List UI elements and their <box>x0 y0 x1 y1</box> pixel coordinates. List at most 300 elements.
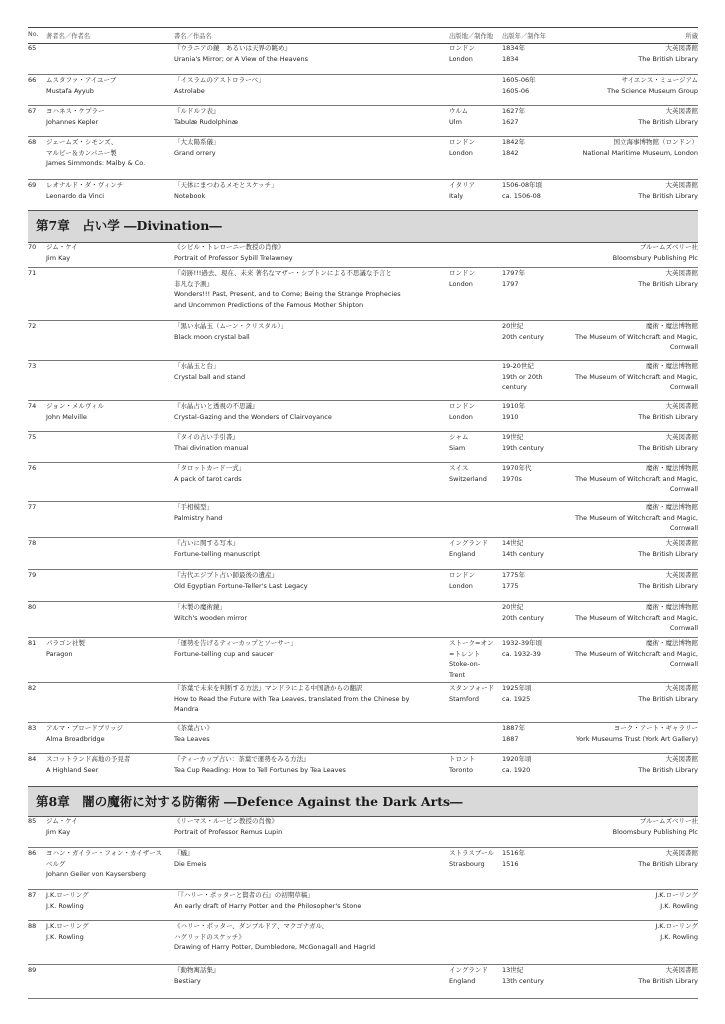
place-line: イングランド <box>449 539 488 547</box>
collection-line: 大英図書館 <box>665 433 698 441</box>
place-line: ロンドン <box>449 402 475 410</box>
cell-collection <box>523 321 698 353</box>
cell-collection <box>523 75 698 96</box>
date-line: ca. 1925 <box>502 694 531 703</box>
collection-line: 大英図書館 <box>665 181 698 189</box>
table-row <box>28 889 698 921</box>
cell-author <box>46 754 166 775</box>
collection-line: Cornwall <box>669 343 698 351</box>
date-line: 13th century <box>502 976 544 985</box>
collection-line: Cornwall <box>669 485 698 493</box>
date-line: 1970年代 <box>502 464 532 472</box>
cell-title <box>174 570 472 591</box>
title-line: 「水晶玉と台」 <box>174 362 220 370</box>
collection-line: The British Library <box>638 694 698 703</box>
table-row <box>28 74 698 106</box>
cell-collection <box>523 268 698 289</box>
cell-no: 67 <box>28 107 37 115</box>
cell-no: 79 <box>28 571 37 579</box>
cell-collection <box>523 921 698 942</box>
collection-line: 大英図書館 <box>665 539 698 547</box>
table-row <box>28 400 698 432</box>
cell-title <box>174 180 472 201</box>
cell-no: 83 <box>28 724 37 732</box>
place-line: スイス <box>449 464 469 472</box>
place-line: ロンドン <box>449 44 475 52</box>
title-line: Black moon crystal ball <box>174 332 250 341</box>
title-line: 『ティーカップ占い：茶葉で運勢をみる方法』 <box>174 755 310 763</box>
title-line: Die Emeis <box>174 859 207 868</box>
title-line: Grand orrery <box>174 148 216 157</box>
cell-title <box>174 401 472 422</box>
header-date: 出版年／制作年 <box>502 33 547 40</box>
cell-no: 80 <box>28 603 37 611</box>
date-line: ca. 1932-39 <box>502 649 541 658</box>
cell-author <box>46 816 166 837</box>
place-line: イタリア <box>449 181 475 189</box>
cell-place <box>449 268 499 289</box>
cell-place <box>449 106 499 127</box>
cell-collection <box>523 401 698 422</box>
title-line: Portrait of Professor Sybill Trelawney <box>174 253 293 262</box>
collection-line: Bloomsbury Publishing Plc <box>612 827 698 836</box>
collection-line: ブルームズベリー社 <box>639 243 698 251</box>
collection-line: The Museum of Witchcraft and Magic, <box>575 513 698 522</box>
cell-title <box>174 890 472 911</box>
cell-no: 72 <box>28 322 37 330</box>
collection-line: 大英図書館 <box>665 684 698 692</box>
cell-collection <box>523 638 698 670</box>
cell-no: 73 <box>28 362 37 370</box>
author-line: ジム・ケイ <box>46 243 78 251</box>
author-line: John Melville <box>46 412 87 421</box>
title-line: Notebook <box>174 191 206 200</box>
place-line: トロント <box>449 755 475 763</box>
cell-no: 76 <box>28 464 37 472</box>
place-line: Ulm <box>449 117 462 126</box>
cell-collection <box>523 242 698 263</box>
cell-title <box>174 43 472 64</box>
collection-line: J.K.ローリング <box>655 922 698 930</box>
table-row <box>28 462 698 502</box>
author-line: Johannes Kepler <box>46 117 99 126</box>
title-line: 「『ハリー・ポッターと賢者の石』の初期草稿」 <box>174 891 314 899</box>
title-line: 《茶葉占い》 <box>174 724 213 732</box>
cell-no: 71 <box>28 269 37 277</box>
cell-no: 74 <box>28 402 37 410</box>
cell-collection <box>523 361 698 393</box>
collection-line: 大英図書館 <box>665 849 698 857</box>
collection-line: The British Library <box>638 976 698 985</box>
date-line: 1842 <box>502 148 519 157</box>
collection-line: The British Library <box>638 117 698 126</box>
date-line: 1516年 <box>502 849 526 857</box>
table-row <box>28 847 698 890</box>
title-line: 『古代エジプト占い師最後の遺産』 <box>174 571 278 579</box>
title-line: Tabulæ Rudolphinæ <box>174 117 239 126</box>
cell-author <box>46 137 166 169</box>
date-line: 20th century <box>502 613 544 622</box>
place-line: Trent <box>449 670 466 679</box>
table-row <box>28 920 698 965</box>
cell-collection <box>523 43 698 64</box>
cell-author <box>46 723 166 744</box>
chapter-title: 第7章 占い学 ―Divination― <box>36 218 222 233</box>
collection-line: The British Library <box>638 443 698 452</box>
date-line: 1506-08年頃 <box>502 181 543 189</box>
title-line: 「黒い水晶玉（ムーン・クリスタル）」 <box>174 322 288 330</box>
collection-line: J.K. Rowling <box>660 901 698 910</box>
cell-collection <box>523 848 698 869</box>
cell-collection <box>523 180 698 201</box>
date-line: 1887 <box>502 734 519 743</box>
cell-title <box>174 268 472 310</box>
title-line: 『タイの占い手引書』 <box>174 433 239 441</box>
author-line: Mustafa Ayyub <box>46 86 94 95</box>
place-line: London <box>449 279 473 288</box>
author-line: A Highland Seer <box>46 765 99 774</box>
title-line: How to Read the Future with Tea Leaves, translated from the Chinese by <box>174 694 410 703</box>
table-row <box>28 267 698 321</box>
title-line: Portrait of Professor Remus Lupin <box>174 827 283 836</box>
cell-author <box>46 180 166 201</box>
cell-title <box>174 361 472 382</box>
title-line: Palmistry hand <box>174 513 223 522</box>
title-line: 『蟻』 <box>174 849 194 857</box>
collection-line: J.K. Rowling <box>660 932 698 941</box>
date-line: 1797 <box>502 279 519 288</box>
date-line: 1775 <box>502 581 519 590</box>
author-line: Jim Kay <box>46 253 71 262</box>
date-line: 14th century <box>502 549 544 558</box>
collection-line: The British Library <box>638 279 698 288</box>
table-row <box>28 42 698 75</box>
title-line: 《ハリー・ポッター、ダンブルドア、マクゴナガル、 <box>174 922 329 930</box>
title-line: ハグリッドのスケッチ》 <box>174 932 245 941</box>
title-line: Mandra <box>174 705 199 713</box>
table-row <box>28 537 698 570</box>
author-line: Johann Geiler von Kaysersberg <box>46 870 146 878</box>
header-no: No. <box>28 31 39 38</box>
collection-line: 国立海事博物館（ロンドン） <box>613 138 698 146</box>
date-line: 19世紀 <box>502 433 524 441</box>
cell-title <box>174 723 472 744</box>
author-line: J.K. Rowling <box>46 901 84 910</box>
cell-collection <box>523 463 698 495</box>
author-line: James Simmonds: Malby & Co. <box>46 159 146 167</box>
title-line: Bestiary <box>174 976 201 985</box>
title-line: 「木製の魔術鏡」 <box>174 603 226 611</box>
date-line: 1834 <box>502 54 519 63</box>
cell-author <box>46 401 166 422</box>
table-row <box>28 601 698 638</box>
cell-place <box>449 463 499 484</box>
table-row <box>28 753 698 787</box>
cell-title <box>174 463 472 484</box>
title-line: Tea Leaves <box>174 734 210 743</box>
title-line: Fortune-telling cup and saucer <box>174 649 274 658</box>
author-line: Alma Broadbridge <box>46 734 105 743</box>
chapter-heading <box>28 786 698 817</box>
collection-line: The British Library <box>638 549 698 558</box>
table-row <box>28 105 698 137</box>
title-line: 『水晶占いと透視の不思議』 <box>174 402 259 410</box>
table-row <box>28 179 698 211</box>
cell-author <box>46 242 166 263</box>
place-line: スタンフォード <box>449 684 495 692</box>
collection-line: The British Library <box>638 412 698 421</box>
header-title: 書名／作品名 <box>174 33 212 40</box>
cell-author <box>46 106 166 127</box>
place-line: ストーク=オン <box>449 639 494 647</box>
title-line: 「運勢を告げるティーカップとソーサー」 <box>174 639 297 647</box>
author-line: パラゴン社製 <box>46 639 85 647</box>
collection-line: 大英図書館 <box>665 571 698 579</box>
table-row <box>28 637 698 683</box>
date-line: 1834年 <box>502 44 526 52</box>
place-line: Strasbourg <box>449 859 485 868</box>
cell-no: 86 <box>28 849 37 857</box>
table-row <box>28 360 698 401</box>
collection-line: Bloomsbury Publishing Plc <box>612 253 698 262</box>
header-author: 著者名／作者名 <box>46 33 91 40</box>
title-line: 「天体にまつわるメモとスケッチ」 <box>174 181 278 189</box>
title-line: 『ウラニアの鏡 あるいは天界の眺め』 <box>174 44 291 52</box>
collection-line: ブルームズベリー社 <box>639 817 698 825</box>
cell-place <box>449 754 499 775</box>
cell-title <box>174 106 472 127</box>
cell-author <box>46 890 166 911</box>
cell-collection <box>523 538 698 559</box>
table-row <box>28 722 698 754</box>
collection-line: York Museums Trust (York Art Gallery) <box>576 734 698 743</box>
cell-place <box>449 401 499 422</box>
collection-line: J.K.ローリング <box>655 891 698 899</box>
title-line: 『ルドルフ表』 <box>174 107 220 115</box>
title-line: 『占いに関する写本』 <box>174 539 239 547</box>
cell-collection <box>523 502 698 534</box>
table-row <box>28 682 698 723</box>
cell-title <box>174 683 472 715</box>
author-line: J.K. Rowling <box>46 932 84 941</box>
place-line: ロンドン <box>449 269 475 277</box>
place-line: England <box>449 976 476 985</box>
author-line: ベルグ <box>46 859 66 868</box>
title-line: Tea Cup Reading: How to Tell Fortunes by Tea Leaves <box>174 765 346 774</box>
author-line: ムスタファ・アイユーブ <box>46 76 117 84</box>
title-line: An early draft of Harry Potter and the Philosopher's Stone <box>174 901 362 910</box>
author-line: J.K.ローリング <box>46 922 89 930</box>
place-line: Toronto <box>449 765 473 774</box>
collection-line: 魔術・魔法博物館 <box>646 322 698 330</box>
table-row <box>28 320 698 361</box>
title-line: A pack of tarot cards <box>174 474 242 483</box>
place-line: Switzerland <box>449 474 487 483</box>
title-line: 「手相模型」 <box>174 503 213 511</box>
cell-collection <box>523 570 698 591</box>
place-line: London <box>449 148 473 157</box>
cell-place <box>449 538 499 559</box>
collection-line: 大英図書館 <box>665 402 698 410</box>
date-line: 1925年頃 <box>502 684 532 692</box>
place-line: London <box>449 54 473 63</box>
collection-line: 大英図書館 <box>665 755 698 763</box>
author-line: ヨハン・ガイラー・フォン・カイザース <box>46 849 162 857</box>
table-row <box>28 136 698 180</box>
collection-line: サイエンス・ミュージアム <box>621 76 698 84</box>
cell-collection <box>523 106 698 127</box>
collection-line: The Museum of Witchcraft and Magic, <box>575 332 698 341</box>
cell-title <box>174 965 472 986</box>
place-line: Stoke-on- <box>449 660 481 668</box>
title-line: 非凡な予測』 <box>174 279 213 288</box>
title-line: Thai divination manual <box>174 443 249 452</box>
cell-title <box>174 502 472 523</box>
author-line: J.K.ローリング <box>46 891 89 899</box>
date-line: 1842年 <box>502 138 526 146</box>
collection-line: Cornwall <box>669 660 698 668</box>
place-line: Stamford <box>449 694 479 703</box>
author-line: レオナルド・ダ・ヴィンチ <box>46 181 124 189</box>
table-row <box>28 815 698 848</box>
table-row <box>28 569 698 602</box>
date-line: 1775年 <box>502 571 526 579</box>
title-line: Fortune-telling manuscript <box>174 549 261 558</box>
cell-collection <box>523 890 698 911</box>
cell-author <box>46 75 166 96</box>
cell-collection <box>523 432 698 453</box>
cell-no: 87 <box>28 891 37 899</box>
collection-line: The British Library <box>638 859 698 868</box>
collection-line: The Science Museum Group <box>607 86 698 95</box>
date-line: 1920年頃 <box>502 755 532 763</box>
collection-line: ヨーク・アート・ギャラリー <box>613 724 698 732</box>
cell-collection <box>523 816 698 837</box>
cell-title <box>174 242 472 263</box>
cell-no: 88 <box>28 922 37 930</box>
cell-title <box>174 538 472 559</box>
chapter-heading <box>28 210 698 243</box>
cell-place <box>449 683 499 704</box>
place-line: London <box>449 581 473 590</box>
collection-line: The Museum of Witchcraft and Magic, <box>575 649 698 658</box>
author-line: ヨハネス・ケプラー <box>46 107 105 115</box>
cell-title <box>174 638 472 659</box>
place-line: Siam <box>449 443 466 452</box>
date-line: 20世紀 <box>502 603 524 611</box>
title-line: Old Egyptian Fortune-Teller's Last Legacy <box>174 581 308 590</box>
date-line: 1627年 <box>502 107 526 115</box>
date-line: 1910 <box>502 412 519 421</box>
cell-place <box>449 137 499 158</box>
title-line: Urania's Mirror; or A View of the Heavens <box>174 54 308 63</box>
cell-place <box>449 848 499 869</box>
title-line: 『奇跡!!!過去、現在、未来 著名なマザー・シプトンによる不思議な予言と <box>174 269 392 277</box>
cell-title <box>174 848 472 869</box>
date-line: 1910年 <box>502 402 526 410</box>
place-line: ウルム <box>449 107 469 115</box>
collection-line: 大英図書館 <box>665 269 698 277</box>
collection-line: Cornwall <box>669 624 698 632</box>
cell-place <box>449 570 499 591</box>
collection-line: 魔術・魔法博物館 <box>646 603 698 611</box>
place-line: ストラスブール <box>449 849 494 857</box>
collection-line: The Museum of Witchcraft and Magic, <box>575 613 698 622</box>
cell-place <box>449 965 499 986</box>
cell-title <box>174 602 472 623</box>
collection-line: The British Library <box>638 581 698 590</box>
author-line: Paragon <box>46 649 73 658</box>
collection-line: 大英図書館 <box>665 107 698 115</box>
date-line: 1970s <box>502 474 522 483</box>
author-line: スコットランド高地の予見者 <box>46 755 131 763</box>
date-line: 20th century <box>502 332 544 341</box>
cell-author <box>46 638 166 659</box>
cell-no: 85 <box>28 817 37 825</box>
cell-title <box>174 754 472 775</box>
collection-line: 魔術・魔法博物館 <box>646 362 698 370</box>
date-line: ca. 1506-08 <box>502 191 541 200</box>
place-line: イングランド <box>449 966 488 974</box>
collection-line: The Museum of Witchcraft and Magic, <box>575 474 698 483</box>
cell-no: 77 <box>28 503 37 511</box>
collection-line: 大英図書館 <box>665 44 698 52</box>
header-place: 出版地／制作地 <box>449 33 494 40</box>
title-line: 「タロットカード一式」 <box>174 464 246 472</box>
cell-no: 81 <box>28 639 37 647</box>
table-row <box>28 501 698 538</box>
place-line: ロンドン <box>449 571 475 579</box>
cell-no: 82 <box>28 684 37 692</box>
cell-author <box>46 921 166 942</box>
cell-title <box>174 432 472 453</box>
collection-line: The British Library <box>638 765 698 774</box>
title-line: Crystal ball and stand <box>174 372 246 381</box>
title-line: 「イスラムのアストロラーベ」 <box>174 76 265 84</box>
collection-line: Cornwall <box>669 383 698 391</box>
cell-collection <box>523 683 698 704</box>
title-line: 「大太陽系儀」 <box>174 138 220 146</box>
collection-line: The Museum of Witchcraft and Magic, <box>575 372 698 381</box>
cell-collection <box>523 965 698 986</box>
date-line: 19th century <box>502 443 544 452</box>
cell-title <box>174 137 472 158</box>
author-line: マルビー＆カンパニー製 <box>46 148 117 157</box>
table-row <box>28 964 698 999</box>
table-row <box>28 241 698 268</box>
place-line: England <box>449 549 476 558</box>
date-line: 20世紀 <box>502 322 524 330</box>
title-line: 『茶葉で未来を判断する方法』マンドラによる中国語からの翻訳 <box>174 684 363 692</box>
cell-place <box>449 180 499 201</box>
cell-no: 78 <box>28 539 37 547</box>
place-line: =トレント <box>449 649 481 658</box>
title-line: 《リーマス・ルーピン教授の肖像》 <box>174 817 278 825</box>
place-line: ロンドン <box>449 138 475 146</box>
cell-no: 70 <box>28 243 37 251</box>
cell-collection <box>523 754 698 775</box>
table-row <box>28 431 698 463</box>
author-line: Jim Kay <box>46 827 71 836</box>
author-line: Leonardo da Vinci <box>46 191 105 200</box>
author-line: ジム・ケイ <box>46 817 78 825</box>
chapter-title: 第8章 闇の魔術に対する防衛術 ―Defence Against the Dark Arts― <box>36 794 463 809</box>
cell-collection <box>523 137 698 158</box>
cell-author <box>46 848 166 880</box>
author-line: アルマ・ブロードブリッジ <box>46 724 124 732</box>
cell-title <box>174 75 472 96</box>
cell-no: 75 <box>28 433 37 441</box>
